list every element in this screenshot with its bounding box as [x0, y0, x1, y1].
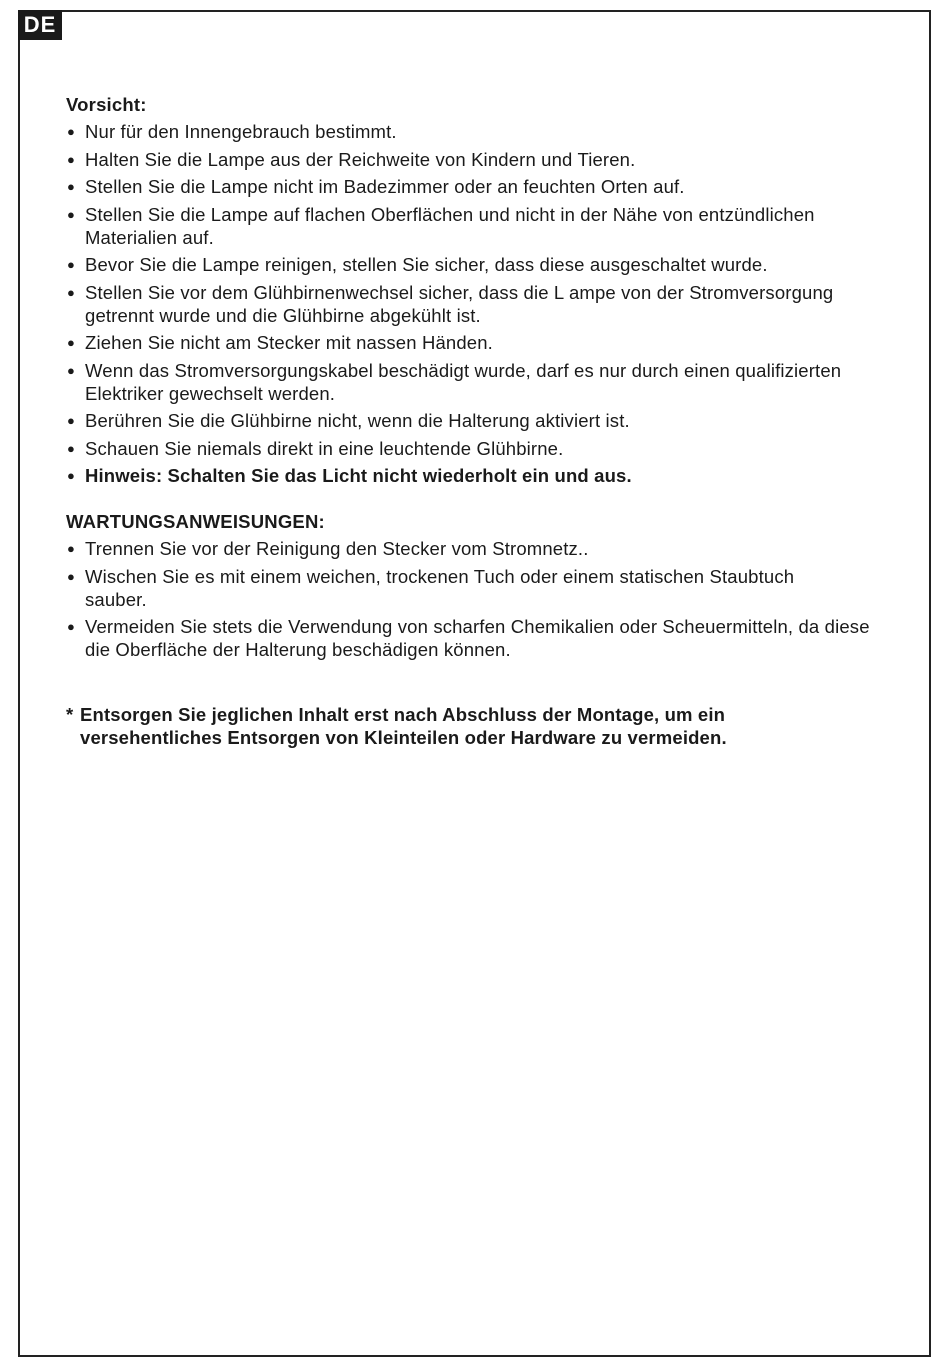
instructions-content [66, 93, 886, 749]
maintenance-item: ● Trennen Sie vor der Reinigung den Stecker vom Stromnetz.. [66, 537, 886, 560]
caution-heading: Vorsicht: [66, 94, 147, 115]
caution-item: ● Ziehen Sie nicht am Stecker mit nassen Händen. [66, 331, 886, 354]
caution-item: ● Stellen Sie die Lampe nicht im Badezimmer oder an feuchten Orten auf. [66, 175, 886, 198]
caution-item: ● Stellen Sie vor dem Glühbirnenwechsel sicher, dass die L ampe von der Stromversorgung getrennt wurde und die Glühbirne abgekühlt ist. [66, 281, 886, 327]
maintenance-item: ● Wischen Sie es mit einem weichen, trockenen Tuch oder einem statischen Staubtuch sauber. [66, 565, 886, 611]
caution-list [66, 120, 886, 487]
maintenance-section [66, 510, 886, 661]
note-marker: * [66, 704, 74, 725]
maintenance-heading: WARTUNGSANWEISUNGEN: [66, 511, 325, 532]
caution-item: ● Berühren Sie die Glühbirne nicht, wenn die Halterung aktiviert ist. [66, 409, 886, 432]
caution-item-hint: ● Hinweis: Schalten Sie das Licht nicht wiederholt ein und aus. [66, 464, 886, 487]
language-tag: DE [18, 10, 62, 40]
disposal-note [66, 703, 886, 749]
maintenance-list [66, 537, 886, 661]
maintenance-item: ● Vermeiden Sie stets die Verwendung von scharfen Chemikalien oder Scheuermitteln, da diese die Oberfläche der Halterung beschädigen können. [66, 615, 886, 661]
note-text: Entsorgen Sie jeglichen Inhalt erst nach Abschluss der Montage, um ein versehentliches Entsorgen von Kleinteilen oder Hardware zu vermeiden. [80, 704, 727, 748]
caution-item: ● Schauen Sie niemals direkt in eine leuchtende Glühbirne. [66, 437, 886, 460]
caution-item: ● Nur für den Innengebrauch bestimmt. [66, 120, 886, 143]
caution-item: ● Bevor Sie die Lampe reinigen, stellen Sie sicher, dass diese ausgeschaltet wurde. [66, 253, 886, 276]
caution-item: ● Stellen Sie die Lampe auf flachen Oberflächen und nicht in der Nähe von entzündlichen Materialien auf. [66, 203, 886, 249]
caution-item: ● Halten Sie die Lampe aus der Reichweite von Kindern und Tieren. [66, 148, 886, 171]
caution-item: ● Wenn das Stromversorgungskabel beschädigt wurde, darf es nur durch einen qualifizierten Elektriker gewechselt werden. [66, 359, 886, 405]
